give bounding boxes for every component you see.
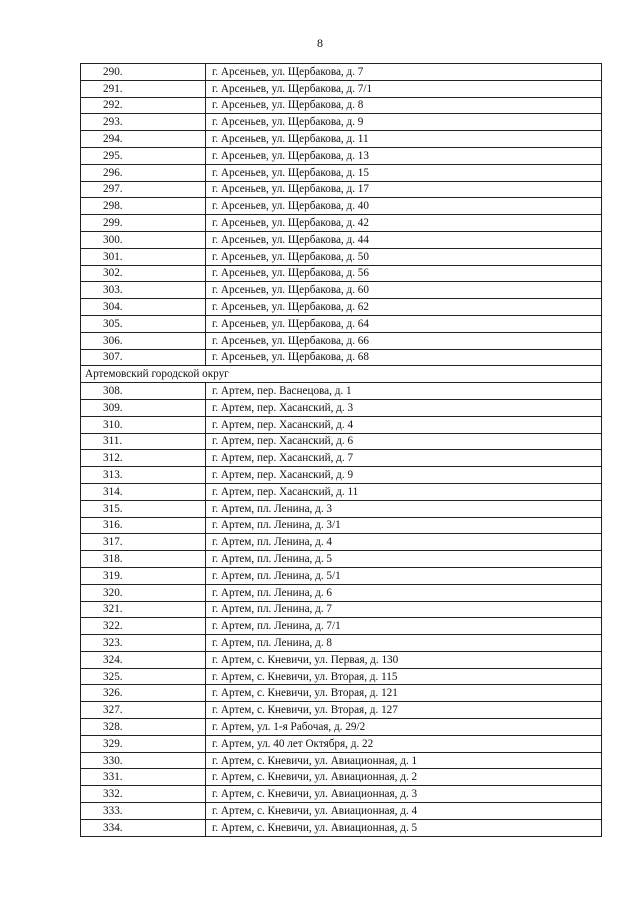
row-number: 298. [81, 198, 206, 215]
row-address: г. Артем, пер. Хасанский, д. 4 [206, 416, 602, 433]
table-row [81, 618, 602, 635]
row-address: г. Арсеньев, ул. Щербакова, д. 17 [206, 181, 602, 198]
row-address: г. Арсеньев, ул. Щербакова, д. 56 [206, 265, 602, 282]
table-row [81, 450, 602, 467]
table-row [81, 215, 602, 232]
table-row [81, 551, 602, 568]
table-row [81, 416, 602, 433]
row-number: 293. [81, 114, 206, 131]
row-address: г. Артем, пл. Ленина, д. 7/1 [206, 618, 602, 635]
row-address: г. Артем, пл. Ленина, д. 4 [206, 534, 602, 551]
row-address: г. Артем, ул. 40 лет Октября, д. 22 [206, 735, 602, 752]
row-address: г. Арсеньев, ул. Щербакова, д. 62 [206, 299, 602, 316]
row-address: г. Артем, пл. Ленина, д. 7 [206, 601, 602, 618]
row-number: 323. [81, 635, 206, 652]
row-address: г. Арсеньев, ул. Щербакова, д. 42 [206, 215, 602, 232]
table-row [81, 702, 602, 719]
table-row [81, 282, 602, 299]
row-number: 290. [81, 64, 206, 81]
row-address: г. Артем, с. Кневичи, ул. Авиационная, д. 4 [206, 803, 602, 820]
row-address: г. Артем, пл. Ленина, д. 5/1 [206, 567, 602, 584]
row-address: г. Артем, с. Кневичи, ул. Вторая, д. 127 [206, 702, 602, 719]
table-row [81, 433, 602, 450]
row-address: г. Арсеньев, ул. Щербакова, д. 11 [206, 131, 602, 148]
row-number: 305. [81, 315, 206, 332]
row-number: 319. [81, 567, 206, 584]
row-address: г. Арсеньев, ул. Щербакова, д. 13 [206, 147, 602, 164]
table-row [81, 819, 602, 836]
row-number: 308. [81, 383, 206, 400]
table-row [81, 80, 602, 97]
row-number: 332. [81, 786, 206, 803]
row-number: 302. [81, 265, 206, 282]
row-address: г. Артем, пл. Ленина, д. 6 [206, 584, 602, 601]
row-address: г. Арсеньев, ул. Щербакова, д. 7 [206, 64, 602, 81]
row-number: 321. [81, 601, 206, 618]
row-address: г. Артем, пл. Ленина, д. 8 [206, 635, 602, 652]
row-number: 297. [81, 181, 206, 198]
row-address: г. Арсеньев, ул. Щербакова, д. 50 [206, 248, 602, 265]
row-number: 329. [81, 735, 206, 752]
table-row [81, 668, 602, 685]
section-heading: Артемовский городской округ [81, 366, 602, 383]
table-row [81, 198, 602, 215]
table-row [81, 349, 602, 366]
table-row [81, 769, 602, 786]
page-number: 8 [317, 36, 323, 50]
table-row [81, 534, 602, 551]
row-number: 309. [81, 399, 206, 416]
table-row [81, 64, 602, 81]
table-row [81, 332, 602, 349]
table-row [81, 651, 602, 668]
table-row [81, 719, 602, 736]
table-row [81, 97, 602, 114]
row-address: г. Артем, пл. Ленина, д. 3 [206, 500, 602, 517]
row-number: 295. [81, 147, 206, 164]
section-row [81, 366, 602, 383]
row-address: г. Арсеньев, ул. Щербакова, д. 66 [206, 332, 602, 349]
row-address: г. Арсеньев, ул. Щербакова, д. 64 [206, 315, 602, 332]
row-address: г. Артем, пл. Ленина, д. 5 [206, 551, 602, 568]
table-row [81, 500, 602, 517]
row-number: 331. [81, 769, 206, 786]
row-address: г. Артем, пл. Ленина, д. 3/1 [206, 517, 602, 534]
row-number: 333. [81, 803, 206, 820]
row-number: 303. [81, 282, 206, 299]
row-address: г. Артем, пер. Хасанский, д. 3 [206, 399, 602, 416]
row-number: 294. [81, 131, 206, 148]
row-number: 312. [81, 450, 206, 467]
table-row [81, 147, 602, 164]
row-number: 324. [81, 651, 206, 668]
row-number: 291. [81, 80, 206, 97]
row-address: г. Арсеньев, ул. Щербакова, д. 60 [206, 282, 602, 299]
table-row [81, 601, 602, 618]
table-row [81, 248, 602, 265]
row-number: 330. [81, 752, 206, 769]
row-number: 315. [81, 500, 206, 517]
row-address: г. Артем, пер. Хасанский, д. 9 [206, 467, 602, 484]
row-address: г. Артем, с. Кневичи, ул. Авиационная, д. 5 [206, 819, 602, 836]
address-table [80, 63, 602, 837]
row-address: г. Арсеньев, ул. Щербакова, д. 9 [206, 114, 602, 131]
address-table-body [81, 64, 602, 837]
table-row [81, 299, 602, 316]
table-row [81, 517, 602, 534]
row-address: г. Арсеньев, ул. Щербакова, д. 7/1 [206, 80, 602, 97]
row-number: 313. [81, 467, 206, 484]
row-number: 322. [81, 618, 206, 635]
row-address: г. Артем, ул. 1-я Рабочая, д. 29/2 [206, 719, 602, 736]
table-row [81, 567, 602, 584]
row-number: 314. [81, 483, 206, 500]
row-number: 304. [81, 299, 206, 316]
row-address: г. Арсеньев, ул. Щербакова, д. 44 [206, 231, 602, 248]
row-number: 325. [81, 668, 206, 685]
table-row [81, 164, 602, 181]
row-number: 292. [81, 97, 206, 114]
row-address: г. Арсеньев, ул. Щербакова, д. 40 [206, 198, 602, 215]
row-number: 326. [81, 685, 206, 702]
row-number: 327. [81, 702, 206, 719]
table-row [81, 131, 602, 148]
table-row [81, 735, 602, 752]
row-address: г. Арсеньев, ул. Щербакова, д. 68 [206, 349, 602, 366]
row-number: 328. [81, 719, 206, 736]
row-number: 299. [81, 215, 206, 232]
table-row [81, 803, 602, 820]
table-row [81, 685, 602, 702]
row-address: г. Артем, пер. Васнецова, д. 1 [206, 383, 602, 400]
row-number: 334. [81, 819, 206, 836]
row-address: г. Артем, с. Кневичи, ул. Вторая, д. 121 [206, 685, 602, 702]
row-address: г. Арсеньев, ул. Щербакова, д. 15 [206, 164, 602, 181]
row-number: 317. [81, 534, 206, 551]
table-row [81, 114, 602, 131]
row-number: 310. [81, 416, 206, 433]
table-row [81, 399, 602, 416]
row-address: г. Артем, с. Кневичи, ул. Вторая, д. 115 [206, 668, 602, 685]
table-row [81, 231, 602, 248]
row-number: 311. [81, 433, 206, 450]
row-number: 300. [81, 231, 206, 248]
row-number: 318. [81, 551, 206, 568]
row-address: г. Артем, с. Кневичи, ул. Авиационная, д. 3 [206, 786, 602, 803]
row-number: 320. [81, 584, 206, 601]
row-number: 301. [81, 248, 206, 265]
row-number: 296. [81, 164, 206, 181]
row-address: г. Артем, пер. Хасанский, д. 7 [206, 450, 602, 467]
row-address: г. Арсеньев, ул. Щербакова, д. 8 [206, 97, 602, 114]
row-address: г. Артем, с. Кневичи, ул. Авиационная, д. 1 [206, 752, 602, 769]
table-row [81, 383, 602, 400]
row-number: 316. [81, 517, 206, 534]
table-row [81, 265, 602, 282]
row-address: г. Артем, пер. Хасанский, д. 11 [206, 483, 602, 500]
row-address: г. Артем, с. Кневичи, ул. Авиационная, д. 2 [206, 769, 602, 786]
table-row [81, 786, 602, 803]
table-row [81, 181, 602, 198]
row-number: 307. [81, 349, 206, 366]
row-number: 306. [81, 332, 206, 349]
row-address: г. Артем, пер. Хасанский, д. 6 [206, 433, 602, 450]
table-row [81, 752, 602, 769]
table-row [81, 467, 602, 484]
table-row [81, 635, 602, 652]
table-row [81, 315, 602, 332]
table-row [81, 584, 602, 601]
table-row [81, 483, 602, 500]
row-address: г. Артем, с. Кневичи, ул. Первая, д. 130 [206, 651, 602, 668]
